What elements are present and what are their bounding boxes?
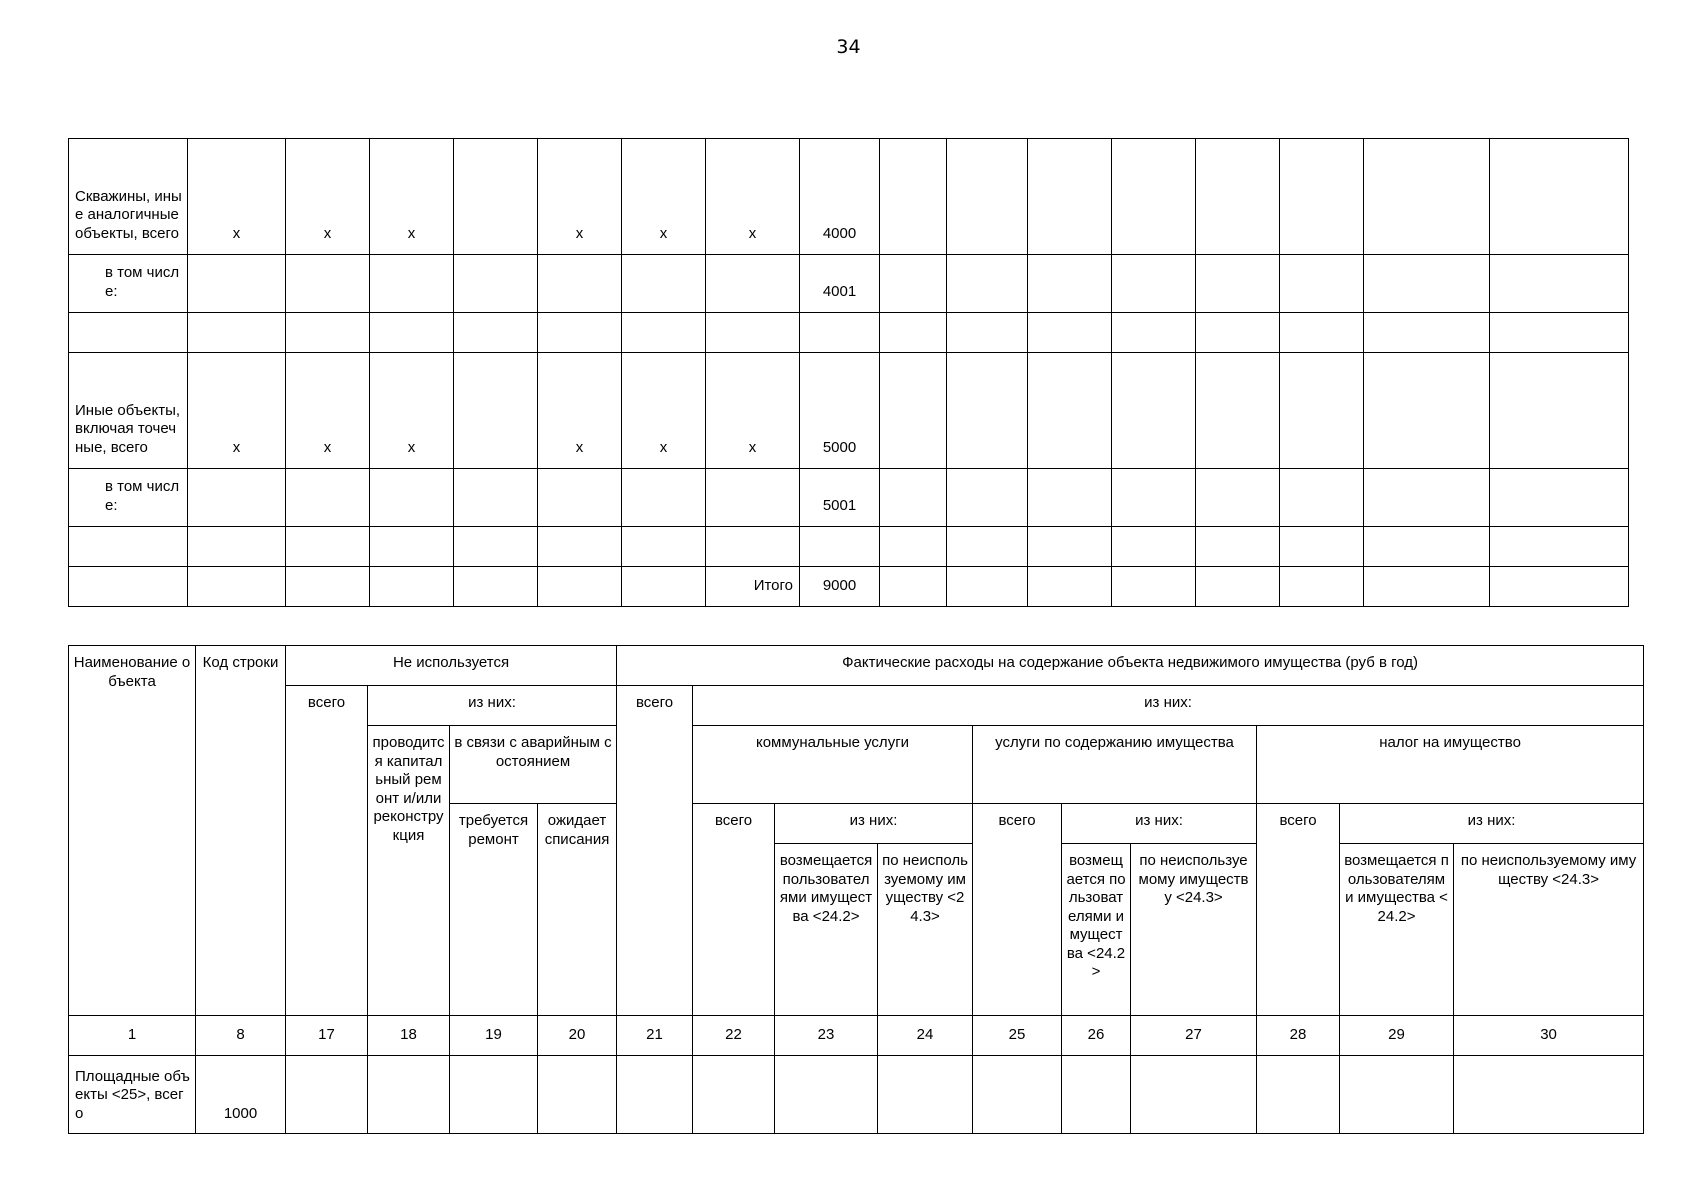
data-cell <box>947 469 1028 527</box>
data-cell <box>188 313 286 353</box>
data-cell <box>880 139 947 255</box>
data-cell <box>538 255 622 313</box>
data-cell <box>1280 255 1364 313</box>
data-cell <box>1112 469 1196 527</box>
column-number: 27 <box>1131 1016 1257 1056</box>
header-not-used: Не используется <box>286 646 617 686</box>
data-cell <box>1062 1056 1131 1134</box>
data-cell <box>622 527 706 567</box>
column-number: 25 <box>973 1016 1062 1056</box>
data-cell <box>1490 469 1629 527</box>
row-code: 1000 <box>196 1056 286 1134</box>
header-emergency: в связи с аварийным состоянием <box>450 726 617 804</box>
data-cell <box>880 469 947 527</box>
header-property-tax: налог на имущество <box>1257 726 1644 804</box>
data-cell <box>450 1056 538 1134</box>
data-cell <box>538 313 622 353</box>
column-number: 17 <box>286 1016 368 1056</box>
data-cell <box>880 567 947 607</box>
data-cell: x <box>538 139 622 255</box>
row-label: Площадные объекты <25>, всего <box>69 1056 196 1134</box>
data-cell <box>1112 567 1196 607</box>
header-utilities-of-them: из них: <box>775 804 973 844</box>
data-cell: x <box>188 353 286 469</box>
top-table <box>68 138 1629 607</box>
table-row <box>69 313 1629 353</box>
data-cell <box>1196 469 1280 527</box>
data-cell <box>1364 567 1490 607</box>
data-cell <box>370 255 454 313</box>
data-cell <box>370 313 454 353</box>
data-cell <box>286 1056 368 1134</box>
column-number-row <box>69 1016 1644 1056</box>
data-cell <box>1490 139 1629 255</box>
column-number: 29 <box>1340 1016 1454 1056</box>
row-code <box>800 313 880 353</box>
data-cell: x <box>370 353 454 469</box>
data-cell <box>973 1056 1062 1134</box>
table-row <box>69 567 1629 607</box>
data-cell <box>622 567 706 607</box>
column-number: 21 <box>617 1016 693 1056</box>
column-number: 8 <box>196 1016 286 1056</box>
column-number: 24 <box>878 1016 973 1056</box>
data-cell <box>1028 469 1112 527</box>
column-number: 22 <box>693 1016 775 1056</box>
column-number: 20 <box>538 1016 617 1056</box>
column-number: 1 <box>69 1016 196 1056</box>
data-cell <box>1112 139 1196 255</box>
data-cell <box>370 527 454 567</box>
header-utilities: коммунальные услуги <box>693 726 973 804</box>
row-label <box>69 313 188 353</box>
data-cell <box>370 469 454 527</box>
data-cell <box>1028 139 1112 255</box>
data-cell <box>1280 567 1364 607</box>
data-cell <box>693 1056 775 1134</box>
data-cell <box>454 139 538 255</box>
data-cell <box>1490 527 1629 567</box>
data-cell <box>454 527 538 567</box>
row-code: 5000 <box>800 353 880 469</box>
data-cell <box>1280 353 1364 469</box>
data-cell <box>454 255 538 313</box>
data-cell <box>622 469 706 527</box>
data-cell <box>1028 313 1112 353</box>
data-cell <box>947 567 1028 607</box>
data-cell <box>1196 139 1280 255</box>
row-label: в том числе: <box>69 469 188 527</box>
header-capital-repair: проводится капитальный ремонт и/или реконструкция <box>368 726 450 1016</box>
header-tax-total: всего <box>1257 804 1340 1016</box>
row-label <box>69 567 188 607</box>
data-cell <box>188 469 286 527</box>
total-label: Итого <box>706 567 800 607</box>
data-cell <box>1364 255 1490 313</box>
data-cell: x <box>622 353 706 469</box>
row-label <box>69 527 188 567</box>
data-cell <box>538 469 622 527</box>
data-cell: x <box>706 139 800 255</box>
column-number: 28 <box>1257 1016 1340 1056</box>
data-cell <box>1196 527 1280 567</box>
header-not-used-total: всего <box>286 686 368 1016</box>
table-row <box>69 255 1629 313</box>
data-cell <box>286 567 370 607</box>
bottom-table <box>68 645 1644 1134</box>
data-cell <box>947 313 1028 353</box>
row-code <box>800 527 880 567</box>
header-maintenance-of-them: из них: <box>1062 804 1257 844</box>
row-label: в том числе: <box>69 255 188 313</box>
data-cell <box>1490 313 1629 353</box>
data-cell <box>370 567 454 607</box>
header-awaiting-writeoff: ожидает списания <box>538 804 617 1016</box>
data-cell: x <box>370 139 454 255</box>
row-code: 4000 <box>800 139 880 255</box>
header-maintenance-unused: по неиспользуемому имуществу <24.3> <box>1131 844 1257 1016</box>
data-cell <box>706 255 800 313</box>
header-row-code: Код строки <box>196 646 286 1016</box>
data-cell <box>286 313 370 353</box>
table-row <box>69 139 1629 255</box>
data-cell <box>1196 255 1280 313</box>
data-cell <box>1028 567 1112 607</box>
data-cell <box>1028 255 1112 313</box>
header-utilities-reimbursed: возмещается пользователями имущества <24.2> <box>775 844 878 1016</box>
header-utilities-unused: по неиспользуемому имуществу <24.3> <box>878 844 973 1016</box>
table-row <box>69 1056 1644 1134</box>
data-cell <box>286 527 370 567</box>
data-cell <box>1340 1056 1454 1134</box>
column-number: 26 <box>1062 1016 1131 1056</box>
data-cell <box>1112 255 1196 313</box>
header-object-name: Наименование объекта <box>69 646 196 1016</box>
data-cell <box>880 353 947 469</box>
data-cell <box>1112 313 1196 353</box>
data-cell <box>188 255 286 313</box>
data-cell <box>1364 527 1490 567</box>
data-cell <box>1196 313 1280 353</box>
data-cell <box>622 255 706 313</box>
data-cell <box>538 527 622 567</box>
data-cell <box>706 527 800 567</box>
data-cell <box>286 469 370 527</box>
header-actual-costs: Фактические расходы на содержание объекта недвижимого имущества (руб в год) <box>617 646 1644 686</box>
data-cell <box>706 469 800 527</box>
data-cell <box>368 1056 450 1134</box>
data-cell <box>1490 255 1629 313</box>
data-cell <box>454 469 538 527</box>
column-number: 18 <box>368 1016 450 1056</box>
row-label: Скважины, иные аналогичные объекты, всего <box>69 139 188 255</box>
data-cell <box>538 567 622 607</box>
data-cell <box>1280 313 1364 353</box>
data-cell <box>1490 567 1629 607</box>
data-cell <box>880 527 947 567</box>
data-cell <box>947 527 1028 567</box>
row-code: 4001 <box>800 255 880 313</box>
row-code: 9000 <box>800 567 880 607</box>
header-costs-total: всего <box>617 686 693 1016</box>
row-label: Иные объекты, включая точечные, всего <box>69 353 188 469</box>
header-repair-required: требуется ремонт <box>450 804 538 1016</box>
data-cell <box>188 567 286 607</box>
data-cell <box>880 313 947 353</box>
column-number: 19 <box>450 1016 538 1056</box>
data-cell <box>538 1056 617 1134</box>
data-cell <box>286 255 370 313</box>
data-cell <box>1196 567 1280 607</box>
data-cell <box>1028 527 1112 567</box>
row-code: 5001 <box>800 469 880 527</box>
header-maintenance: услуги по содержанию имущества <box>973 726 1257 804</box>
column-number: 23 <box>775 1016 878 1056</box>
data-cell <box>947 139 1028 255</box>
data-cell <box>1196 353 1280 469</box>
data-cell <box>617 1056 693 1134</box>
data-cell <box>1364 139 1490 255</box>
data-cell <box>1257 1056 1340 1134</box>
data-cell: x <box>538 353 622 469</box>
data-cell <box>454 313 538 353</box>
data-cell <box>454 567 538 607</box>
data-cell <box>1280 469 1364 527</box>
table-row <box>69 353 1629 469</box>
table-row <box>69 469 1629 527</box>
data-cell <box>1280 527 1364 567</box>
data-cell <box>1364 353 1490 469</box>
header-costs-of-them: из них: <box>693 686 1644 726</box>
header-tax-unused: по неиспользуемому имуществу <24.3> <box>1454 844 1644 1016</box>
data-cell <box>1454 1056 1644 1134</box>
table-row <box>69 527 1629 567</box>
data-cell <box>1364 469 1490 527</box>
header-tax-of-them: из них: <box>1340 804 1644 844</box>
data-cell <box>1112 527 1196 567</box>
data-cell <box>880 255 947 313</box>
data-cell: x <box>188 139 286 255</box>
data-cell <box>1112 353 1196 469</box>
column-number: 30 <box>1454 1016 1644 1056</box>
header-maintenance-total: всего <box>973 804 1062 1016</box>
data-cell <box>775 1056 878 1134</box>
page-number: 34 <box>836 36 861 58</box>
data-cell: x <box>622 139 706 255</box>
data-cell: x <box>286 139 370 255</box>
data-cell <box>1490 353 1629 469</box>
data-cell <box>1280 139 1364 255</box>
data-cell <box>1028 353 1112 469</box>
header-not-used-of-them: из них: <box>368 686 617 726</box>
data-cell <box>947 353 1028 469</box>
data-cell <box>188 527 286 567</box>
header-tax-reimbursed: возмещается пользователями имущества <24.2> <box>1340 844 1454 1016</box>
header-utilities-total: всего <box>693 804 775 1016</box>
data-cell <box>454 353 538 469</box>
data-cell <box>706 313 800 353</box>
data-cell <box>1364 313 1490 353</box>
header-maintenance-reimbursed: возмещается пользователями имущества <24.2> <box>1062 844 1131 1016</box>
data-cell <box>878 1056 973 1134</box>
data-cell <box>947 255 1028 313</box>
data-cell <box>1131 1056 1257 1134</box>
data-cell: x <box>286 353 370 469</box>
data-cell: x <box>706 353 800 469</box>
data-cell <box>622 313 706 353</box>
